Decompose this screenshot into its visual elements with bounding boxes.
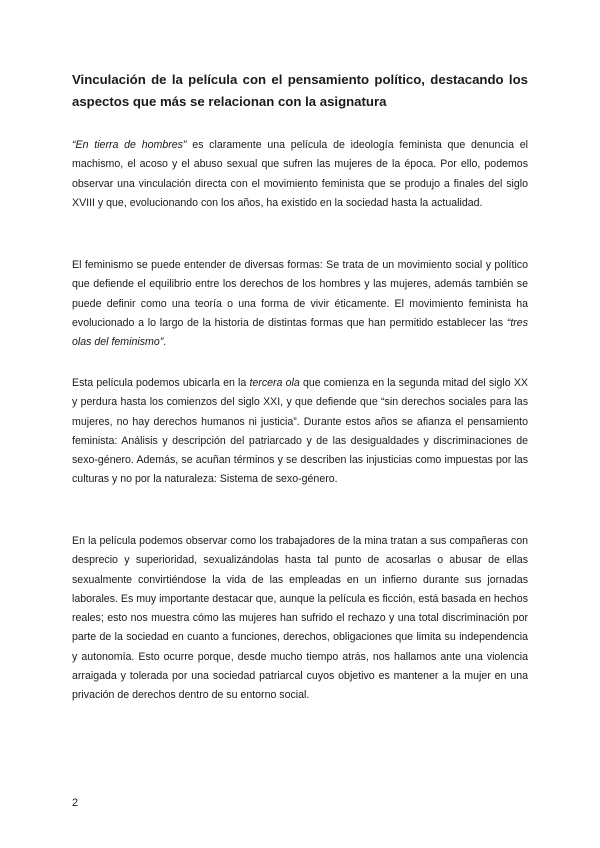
paragraph-text: es claramente una película de ideología feminista que denuncia el machismo, el acoso y el abuso sexual que sufren las mujeres de la época. Por ello, podemos observar una vinculación directa con el movimiento feminista que se produjo a finales del siglo XVIII y que, evolucionando con los años, ha existido en la sociedad hasta la actualidad. — [72, 139, 528, 209]
section-heading: Vinculación de la película con el pensamiento político, destacando los aspectos que más se relacionan con la asignatura — [72, 72, 528, 109]
paragraph-text: En la película podemos observar como los trabajadores de la mina tratan a sus compañeras con desprecio y superioridad, sexualizándolas hasta tal punto de acosarlas o abusar de ellas sexualmente convirtiéndose la vida de las empleadas en un infierno durante sus jornadas laborales. Es muy importante destacar que, aunque la película es ficción, está basada en hechos reales; esto nos muestra cómo las mujeres han sufrido el rechazo y una total discriminación por parte de la sociedad en cuanto a funciones, derechos, obligaciones que limita su independencia y autonomía. Esto ocurre porque, desde mucho tiempo atrás, nos hallamos ante una violencia arraigada y tolerada por una sociedad patriarcal cuyos objetivo es mantener a la mujer en una privación de derechos dentro de su entorno social. — [72, 535, 528, 702]
paragraph-text: . — [163, 336, 167, 349]
paragraph-1 — [72, 136, 528, 213]
page-number: 2 — [72, 797, 79, 809]
paragraph-2 — [72, 256, 528, 352]
paragraph-text: El feminismo se puede entender de diversas formas: Se trata de un movimiento social y político que defiende el equilibrio entre los derechos de los hombres y las mujeres, además también se puede definir como una teoría o una forma de vivir éticamente. El movimiento feminista ha evolucionado a lo largo de la historia de distintas formas que han permitido establecer las — [72, 259, 528, 329]
paragraph-text: Esta película podemos ubicarla en la — [72, 377, 250, 389]
three-waves-phrase: “tres olas del feminismo” — [72, 316, 528, 349]
paragraph-4 — [72, 532, 528, 706]
film-title-quote: “En tierra de hombres” — [72, 139, 187, 151]
paragraph-text: que comienza en la segunda mitad del siglo XX y perdura hasta los comienzos del siglo XXI, y que defiende que “sin derechos sociales para las mujeres, no hay derechos humanos ni justicia”. Durante estos años se afianza el pensamiento feminista: Análisis y descripción del patriarcado y de las desigualdades y discriminaciones de sexo-género. Además, se acuñan términos y se describen las injusticias como impuestas por las culturas y no por la naturaleza: Sistema de sexo-género. — [72, 377, 528, 486]
third-wave-phrase: tercera ola — [249, 377, 300, 389]
paragraph-3 — [72, 374, 528, 490]
